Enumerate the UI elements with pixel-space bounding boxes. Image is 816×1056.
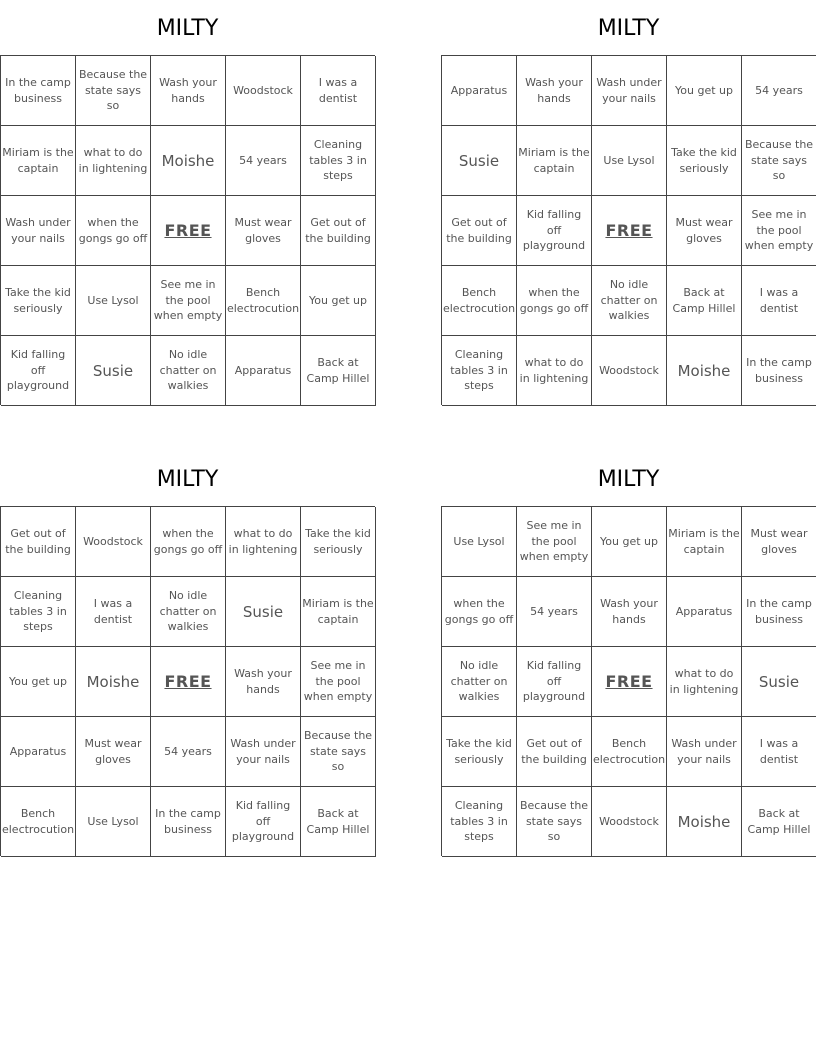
bingo-cell: Cleaning tables 3 in steps [442,336,517,406]
bingo-cell: Back at Camp Hillel [742,787,816,857]
bingo-cell: Apparatus [1,717,76,787]
bingo-cell-free: FREE [592,196,667,266]
bingo-cell: 54 years [151,717,226,787]
bingo-cell: Wash your hands [517,56,592,126]
bingo-cell: Wash under your nails [667,717,742,787]
bingo-cell: Miriam is the captain [517,126,592,196]
bingo-cell: Apparatus [226,336,301,406]
bingo-cell: Woodstock [592,336,667,406]
bingo-cell: Susie [442,126,517,196]
bingo-cell-free: FREE [151,196,226,266]
bingo-cell: Because the state says so [301,717,376,787]
bingo-cell: Get out of the building [517,717,592,787]
bingo-cell: Susie [742,647,816,717]
bingo-cell: See me in the pool when empty [517,507,592,577]
bingo-cell: Cleaning tables 3 in steps [1,577,76,647]
bingo-cell: Moishe [667,787,742,857]
bingo-cell: Bench electrocution [1,787,76,857]
bingo-cell: when the gongs go off [442,577,517,647]
bingo-cell: Get out of the building [442,196,517,266]
bingo-cell: Miriam is the captain [1,126,76,196]
bingo-cell: Must wear gloves [76,717,151,787]
bingo-cell: See me in the pool when empty [742,196,816,266]
bingo-cell: Must wear gloves [667,196,742,266]
bingo-cell: You get up [301,266,376,336]
bingo-cell: when the gongs go off [76,196,151,266]
bingo-cell: what to do in lightening [667,647,742,717]
bingo-cell: Wash your hands [151,56,226,126]
bingo-cell: I was a dentist [742,717,816,787]
bingo-cell: what to do in lightening [226,507,301,577]
bingo-cell: You get up [592,507,667,577]
bingo-cell: In the camp business [742,336,816,406]
bingo-cell: Susie [226,577,301,647]
bingo-cell: 54 years [742,56,816,126]
bingo-cell: Moishe [151,126,226,196]
bingo-cell: See me in the pool when empty [151,266,226,336]
card-title: MILTY [156,16,219,41]
bingo-cell: Woodstock [76,507,151,577]
bingo-cell: Miriam is the captain [301,577,376,647]
bingo-cell: Take the kid seriously [667,126,742,196]
bingo-cell: Cleaning tables 3 in steps [442,787,517,857]
bingo-cell-free: FREE [151,647,226,717]
bingo-cell: Use Lysol [76,787,151,857]
bingo-cell: See me in the pool when empty [301,647,376,717]
bingo-cell: Cleaning tables 3 in steps [301,126,376,196]
card-title: MILTY [597,467,660,492]
bingo-cell: what to do in lightening [76,126,151,196]
bingo-cell-free: FREE [592,647,667,717]
bingo-cell: No idle chatter on walkies [151,336,226,406]
bingo-cell: Apparatus [667,577,742,647]
card-title: MILTY [597,16,660,41]
bingo-cell: Take the kid seriously [442,717,517,787]
bingo-cell: Kid falling off playground [226,787,301,857]
bingo-cell: Because the state says so [76,56,151,126]
bingo-grid [441,55,816,405]
bingo-cell: Because the state says so [742,126,816,196]
bingo-cell: Wash under your nails [226,717,301,787]
bingo-cell: I was a dentist [742,266,816,336]
bingo-cell: Because the state says so [517,787,592,857]
bingo-cell: Woodstock [592,787,667,857]
bingo-cell: Use Lysol [76,266,151,336]
bingo-card [0,463,375,856]
bingo-cell: Susie [76,336,151,406]
bingo-cell: Miriam is the captain [667,507,742,577]
bingo-cell: Must wear gloves [226,196,301,266]
bingo-cell: when the gongs go off [151,507,226,577]
bingo-cell: Wash under your nails [1,196,76,266]
bingo-cell: Back at Camp Hillel [301,336,376,406]
bingo-cell: Kid falling off playground [517,196,592,266]
bingo-cell: 54 years [226,126,301,196]
bingo-cell: I was a dentist [76,577,151,647]
bingo-cell: Take the kid seriously [1,266,76,336]
bingo-cell: Kid falling off playground [517,647,592,717]
bingo-cell: Wash your hands [226,647,301,717]
bingo-grid [0,55,375,405]
bingo-cell: Must wear gloves [742,507,816,577]
bingo-grid [441,506,816,856]
bingo-cell: You get up [667,56,742,126]
bingo-cell: Bench electrocution [226,266,301,336]
bingo-card [441,12,816,405]
bingo-cell: Get out of the building [301,196,376,266]
bingo-cell: Moishe [76,647,151,717]
bingo-cell: Moishe [667,336,742,406]
bingo-cell: In the camp business [151,787,226,857]
bingo-cell: In the camp business [742,577,816,647]
bingo-card [0,12,375,405]
bingo-cell: Wash under your nails [592,56,667,126]
bingo-cell: Get out of the building [1,507,76,577]
bingo-cell: In the camp business [1,56,76,126]
bingo-cell: Use Lysol [592,126,667,196]
bingo-cell: Kid falling off playground [1,336,76,406]
bingo-cell: Take the kid seriously [301,507,376,577]
bingo-cell: what to do in lightening [517,336,592,406]
bingo-cell: 54 years [517,577,592,647]
card-title: MILTY [156,467,219,492]
bingo-cell: You get up [1,647,76,717]
bingo-cell: Use Lysol [442,507,517,577]
bingo-cell: Woodstock [226,56,301,126]
bingo-grid [0,506,375,856]
bingo-cell: Bench electrocution [442,266,517,336]
bingo-card [441,463,816,856]
bingo-cell: No idle chatter on walkies [151,577,226,647]
bingo-cell: when the gongs go off [517,266,592,336]
bingo-cell: No idle chatter on walkies [442,647,517,717]
bingo-cell: Back at Camp Hillel [301,787,376,857]
bingo-cell: No idle chatter on walkies [592,266,667,336]
bingo-cell: I was a dentist [301,56,376,126]
bingo-cell: Bench electrocution [592,717,667,787]
bingo-cell: Apparatus [442,56,517,126]
bingo-cell: Wash your hands [592,577,667,647]
bingo-cell: Back at Camp Hillel [667,266,742,336]
